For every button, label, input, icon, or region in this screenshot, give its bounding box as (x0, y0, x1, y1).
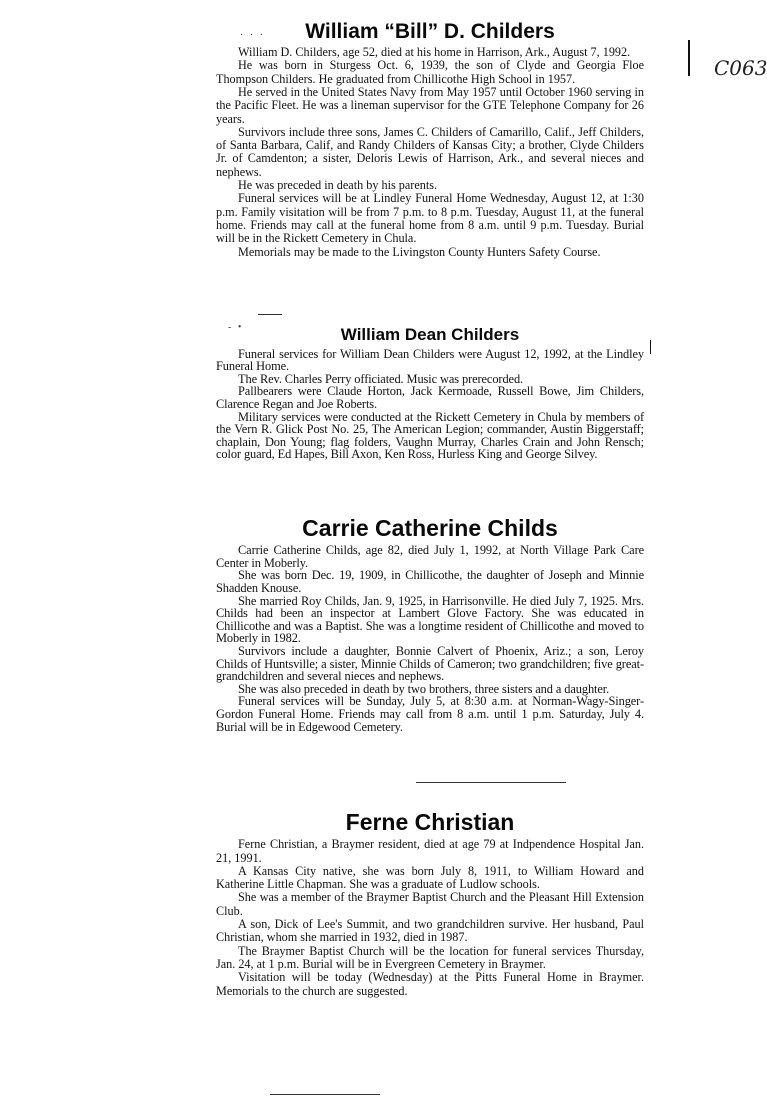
obituary-paragraph: Carrie Catherine Childs, age 82, died July 1, 1992, at North Village Park Care Center in Moberly. (216, 543, 644, 570)
obituary-william-bill-childers (216, 20, 644, 259)
obituary-carrie-catherine-childs (216, 516, 644, 733)
obituary-paragraph: Military services were conducted at the Rickett Cemetery in Chula by members of the Vern R. Glick Post No. 25, The American Legion; commander, Austin Biggerstaff; chaplain, Don Young; flag folders, Vaughn Murray, Charles Crain and John Rensch; color guard, Ed Hapes, Bill Axon, Ken Ross, Hurless King and George Silvey. (216, 409, 644, 462)
obituary-william-dean-childers (216, 326, 644, 461)
obituary-paragraph: William D. Childers, age 52, died at his home in Harrison, Ark., August 7, 1992. (238, 45, 631, 60)
stray-underline-mark (258, 314, 282, 315)
obituary-paragraph: Visitation will be today (Wednesday) at the Pitts Funeral Home in Braymer. Memorials to the church are suggested. (216, 970, 644, 998)
obituary-paragraph: He was preceded in death by his parents. (238, 178, 437, 193)
obituary-paragraph: Funeral services will be Sunday, July 5, at 8:30 a.m. at Norman-Wagy-Singer-Gordon Funeral Home. Friends may call from 8 a.m. until 1 p.m. Saturday, July 4. Burial will be in Edgewood Cemetery. (216, 694, 644, 734)
obituary-body (216, 46, 644, 259)
handwritten-underline-mark (416, 782, 566, 783)
obituary-body (216, 544, 644, 733)
obituary-paragraph: Funeral services will be at Lindley Funeral Home Wednesday, August 12, at 1:30 p.m. Family visitation will be from 7 p.m. to 8 p.m. Tuesday, August 11, at the funeral home. Friends may call at the funeral home from 8 a.m. until 9 p.m. Tuesday. Burial will be in the Rickett Cemetery in Chula. (216, 191, 644, 246)
scan-speck-dots: · · · (240, 30, 265, 41)
obituary-paragraph: The Braymer Baptist Church will be the location for funeral services Thursday, Jan. 24, at 1 p.m. Burial will be in Evergreen Cemetery in Braymer. (216, 943, 644, 971)
obituary-paragraph: Funeral services for William Dean Childers were August 12, 1992, at the Lindley Funeral Home. (216, 346, 644, 374)
obituary-headline: William Dean Childers (340, 325, 520, 344)
bottom-edge-mark (270, 1094, 380, 1095)
obituary-headline: William “Bill” D. Childers (305, 20, 555, 43)
obituary-paragraph: She was born Dec. 19, 1909, in Chillicothe, the daughter of Joseph and Minnie Shadden Knouse. (216, 568, 644, 596)
obituary-headline: Carrie Catherine Childs (302, 515, 558, 541)
obituary-paragraph: She married Roy Childs, Jan. 9, 1925, in Harrisonville. He died July 7, 1925. Mrs. Childs had been an inspector at Lambert Glove Factory. She was educated in Chillicothe and was a Baptist. She was a longtime resident of Chillicothe and moved to Moberly in 1982. (216, 593, 644, 646)
obituary-body (216, 348, 644, 461)
obituary-paragraph: She was a member of the Braymer Baptist Church and the Pleasant Hill Extension Club. (216, 890, 644, 918)
obituary-headline: Ferne Christian (345, 809, 515, 835)
obituary-paragraph: A son, Dick of Lee's Summit, and two grandchildren survive. Her husband, Paul Christian, whom she married in 1932, died in 1987. (216, 917, 644, 945)
scan-speck-dots: - • (228, 322, 244, 333)
obituary-paragraph: The Rev. Charles Perry officiated. Music was prerecorded. (238, 371, 524, 386)
obituary-paragraph: He served in the United States Navy from May 1957 until October 1960 serving in the Pacific Fleet. He was a lineman supervisor for the GTE Telephone Company for 26 years. (216, 84, 644, 126)
handwritten-margin-note: C063 (714, 56, 767, 80)
obituary-body (216, 838, 644, 998)
obituary-paragraph: A Kansas City native, she was born July 8, 1911, to William Howard and Katherine Little Chapman. She was a graduate of Ludlow schools. (216, 863, 644, 892)
obituary-paragraph: She was also preceded in death by two brothers, three sisters and a daughter. (238, 681, 610, 696)
obituary-paragraph: Ferne Christian, a Braymer resident, died at age 79 at Indpendence Hospital Jan. 21, 1991. (216, 837, 644, 865)
margin-tick-mark (650, 340, 651, 354)
obituary-ferne-christian (216, 810, 644, 998)
obituary-paragraph: Pallbearers were Claude Horton, Jack Kermoade, Russell Bowe, Jim Childers, Clarence Regan and Joe Roberts. (216, 384, 644, 412)
obituary-paragraph: Survivors include three sons, James C. Childers of Camarillo, Calif., Jeff Childers, of Santa Barbara, Calif, and Randy Childers of Kansas City; a brother, Clyde Childers Jr. of Camdenton; a sister, Deloris Lewis of Harrison, Ark., and several nieces and nephews. (216, 124, 644, 179)
obituary-paragraph: He was born in Sturgess Oct. 6, 1939, the son of Clyde and Georgia Floe Thompson Childers. He graduated from Chillicothe High School in 1957. (216, 58, 644, 86)
obituary-paragraph: Memorials may be made to the Livingston County Hunters Safety Course. (238, 244, 601, 259)
obituary-paragraph: Survivors include a daughter, Bonnie Calvert of Phoenix, Ariz.; a son, Leroy Childs of Huntsville; a sister, Minnie Childs of Cameron; two grandchildren; five great-grandchildren and several nieces and nephews. (216, 644, 644, 684)
margin-bar-mark (688, 40, 690, 76)
